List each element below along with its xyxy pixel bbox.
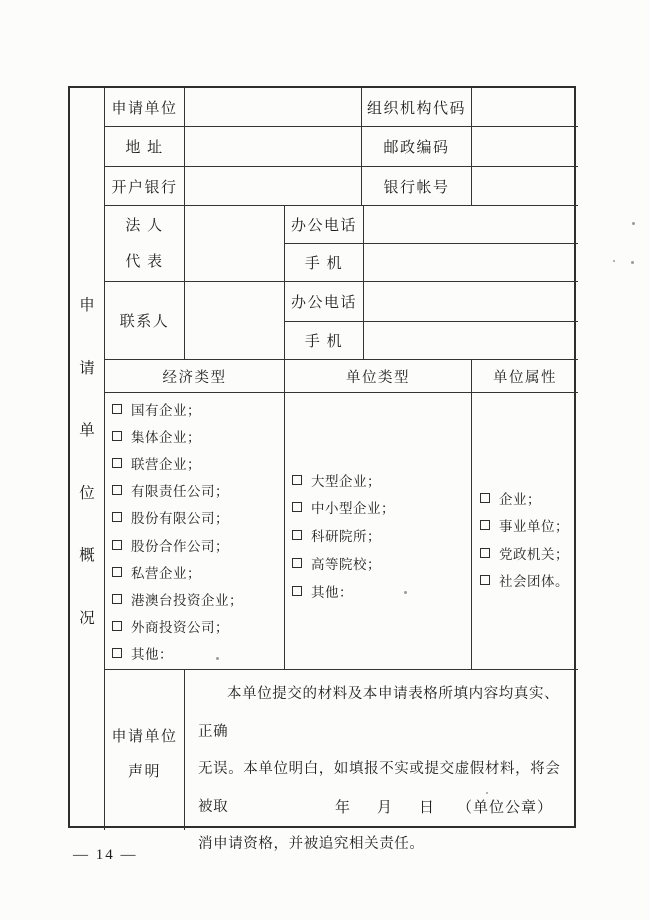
applicant-name-field[interactable] — [185, 88, 362, 127]
option-label: 事业单位； — [499, 519, 569, 535]
unit-type-header: 单位类型 — [285, 360, 472, 393]
address-field[interactable] — [185, 127, 362, 167]
option-label: 中小型企业； — [311, 501, 395, 517]
side-label — [70, 293, 104, 628]
declaration-label — [105, 670, 185, 830]
option-private-enterprise[interactable] — [112, 562, 280, 581]
contact-mobile-label: 手 机 — [285, 322, 364, 360]
scan-speck — [486, 792, 488, 794]
scan-speck — [216, 657, 219, 660]
checkbox-icon[interactable] — [112, 594, 122, 604]
option-party-government-organ[interactable] — [480, 543, 576, 562]
scan-speck — [632, 222, 635, 225]
declaration-content-cell — [185, 670, 578, 852]
checkbox-icon[interactable] — [292, 475, 302, 485]
bank-account-label: 银行帐号 — [362, 167, 472, 206]
org-code-label: 组织机构代码 — [362, 88, 472, 127]
option-label: 港澳台投资企业； — [131, 593, 243, 609]
checkbox-icon[interactable] — [292, 558, 302, 568]
checkbox-icon[interactable] — [480, 548, 490, 558]
declaration-text — [198, 676, 570, 864]
option-label: 股份有限公司； — [131, 511, 229, 527]
option-label: 有限责任公司； — [131, 484, 229, 500]
contact-field[interactable] — [185, 282, 285, 360]
side-label-column — [70, 88, 105, 830]
scan-speck — [613, 260, 615, 262]
unit-attribute-options-cell — [472, 393, 578, 670]
option-label: 国有企业； — [131, 402, 201, 418]
date-year-label: 年 — [335, 800, 351, 816]
declaration-line: 无误。本单位明白，如填报不实或提交虚假材料，将会被取 — [198, 761, 561, 815]
declaration-line: 本单位提交的材料及本申请表格所填内容均真实、正确 — [198, 686, 560, 740]
checkbox-icon[interactable] — [480, 575, 490, 585]
checkbox-icon[interactable] — [112, 458, 122, 468]
option-label: 外商投资公司； — [131, 620, 229, 636]
legal-mobile-field[interactable] — [364, 244, 578, 282]
contact-office-phone-field[interactable] — [364, 282, 578, 322]
option-label: 其他： — [131, 647, 173, 663]
declaration-label-line2: 声明 — [127, 764, 161, 780]
option-collective-enterprise[interactable] — [112, 426, 280, 445]
economic-type-options — [112, 399, 280, 663]
bank-field[interactable] — [185, 167, 362, 206]
postal-code-label: 邮政编码 — [362, 127, 472, 167]
date-day-label: 日 — [419, 800, 435, 816]
legal-rep-field[interactable] — [185, 206, 285, 282]
legal-rep-label-line2: 代 表 — [125, 253, 164, 270]
option-label: 企业； — [499, 491, 541, 507]
option-unit-type-other[interactable] — [292, 581, 467, 600]
applicant-name-label: 申请单位 — [105, 88, 185, 127]
date-month-label: 月 — [377, 800, 393, 816]
unit-seal-note: （单位公章） — [457, 800, 554, 816]
checkbox-icon[interactable] — [112, 485, 122, 495]
bank-label: 开户银行 — [105, 167, 185, 206]
bank-account-field[interactable] — [472, 167, 578, 206]
legal-rep-label — [105, 206, 185, 282]
option-joint-venture[interactable] — [112, 453, 280, 472]
option-small-medium-enterprise[interactable] — [292, 498, 467, 517]
option-label: 股份合作公司； — [131, 538, 229, 554]
legal-office-phone-field[interactable] — [364, 206, 578, 244]
legal-mobile-label: 手 机 — [285, 244, 364, 282]
checkbox-icon[interactable] — [292, 502, 302, 512]
application-form-table — [68, 86, 576, 852]
checkbox-icon[interactable] — [112, 404, 122, 414]
org-code-field[interactable] — [472, 88, 578, 127]
option-higher-education[interactable] — [292, 553, 467, 572]
page-number: — 14 — — [73, 847, 138, 863]
option-enterprise[interactable] — [480, 488, 576, 507]
contact-office-phone-label: 办公电话 — [285, 282, 364, 322]
side-label-char: 单 — [79, 422, 95, 440]
option-social-organization[interactable] — [480, 571, 576, 590]
checkbox-icon[interactable] — [292, 586, 302, 596]
option-hk-macao-taiwan-invested[interactable] — [112, 590, 280, 609]
option-research-institute[interactable] — [292, 526, 467, 545]
option-economic-other[interactable] — [112, 644, 280, 663]
option-label: 私营企业； — [131, 565, 201, 581]
legal-office-phone-label: 办公电话 — [285, 206, 364, 244]
option-label: 党政机关； — [499, 546, 569, 562]
checkbox-icon[interactable] — [112, 648, 122, 658]
unit-type-options — [292, 470, 467, 600]
declaration-line: 消申请资格，并被追究相关责任。 — [198, 836, 425, 852]
option-large-enterprise[interactable] — [292, 470, 467, 489]
checkbox-icon[interactable] — [292, 530, 302, 540]
option-label: 联营企业； — [131, 456, 201, 472]
legal-rep-label-line1: 法 人 — [125, 217, 164, 234]
unit-attribute-header: 单位属性 — [472, 360, 578, 393]
economic-type-header: 经济类型 — [105, 360, 285, 393]
address-label: 地 址 — [105, 127, 185, 167]
scan-speck — [631, 261, 634, 264]
option-label: 高等院校； — [311, 556, 381, 572]
option-label: 科研院所； — [311, 529, 381, 544]
checkbox-icon[interactable] — [112, 540, 122, 550]
option-state-owned-enterprise[interactable] — [112, 399, 280, 418]
checkbox-icon[interactable] — [112, 512, 122, 522]
side-label-char: 位 — [79, 484, 95, 502]
option-public-institution[interactable] — [480, 516, 576, 535]
postal-code-field[interactable] — [472, 127, 578, 167]
checkbox-icon[interactable] — [112, 431, 122, 441]
side-label-char: 概 — [79, 547, 95, 565]
option-foreign-invested[interactable] — [112, 617, 280, 636]
contact-mobile-field[interactable] — [364, 322, 578, 360]
side-label-char: 况 — [79, 609, 95, 627]
checkbox-icon[interactable] — [112, 621, 122, 631]
option-label: 其他： — [311, 584, 353, 600]
option-stock-cooperative-company[interactable] — [112, 535, 280, 554]
declaration-date-line — [335, 796, 553, 817]
scan-speck — [404, 591, 407, 594]
unit-type-options-cell — [285, 393, 472, 670]
option-label: 社会团体。 — [499, 574, 569, 590]
side-label-char: 请 — [79, 359, 95, 377]
checkbox-icon[interactable] — [480, 520, 490, 530]
contact-label: 联系人 — [105, 282, 185, 360]
economic-type-options-cell — [105, 393, 285, 670]
option-limited-liability-company[interactable] — [112, 481, 280, 500]
checkbox-icon[interactable] — [480, 493, 490, 503]
option-label: 大型企业； — [311, 473, 381, 489]
side-label-char: 申 — [79, 297, 95, 314]
unit-attribute-options — [480, 488, 576, 590]
checkbox-icon[interactable] — [112, 567, 122, 577]
option-label: 集体企业； — [131, 429, 201, 445]
declaration-label-line1: 申请单位 — [111, 729, 178, 745]
option-joint-stock-company[interactable] — [112, 508, 280, 527]
